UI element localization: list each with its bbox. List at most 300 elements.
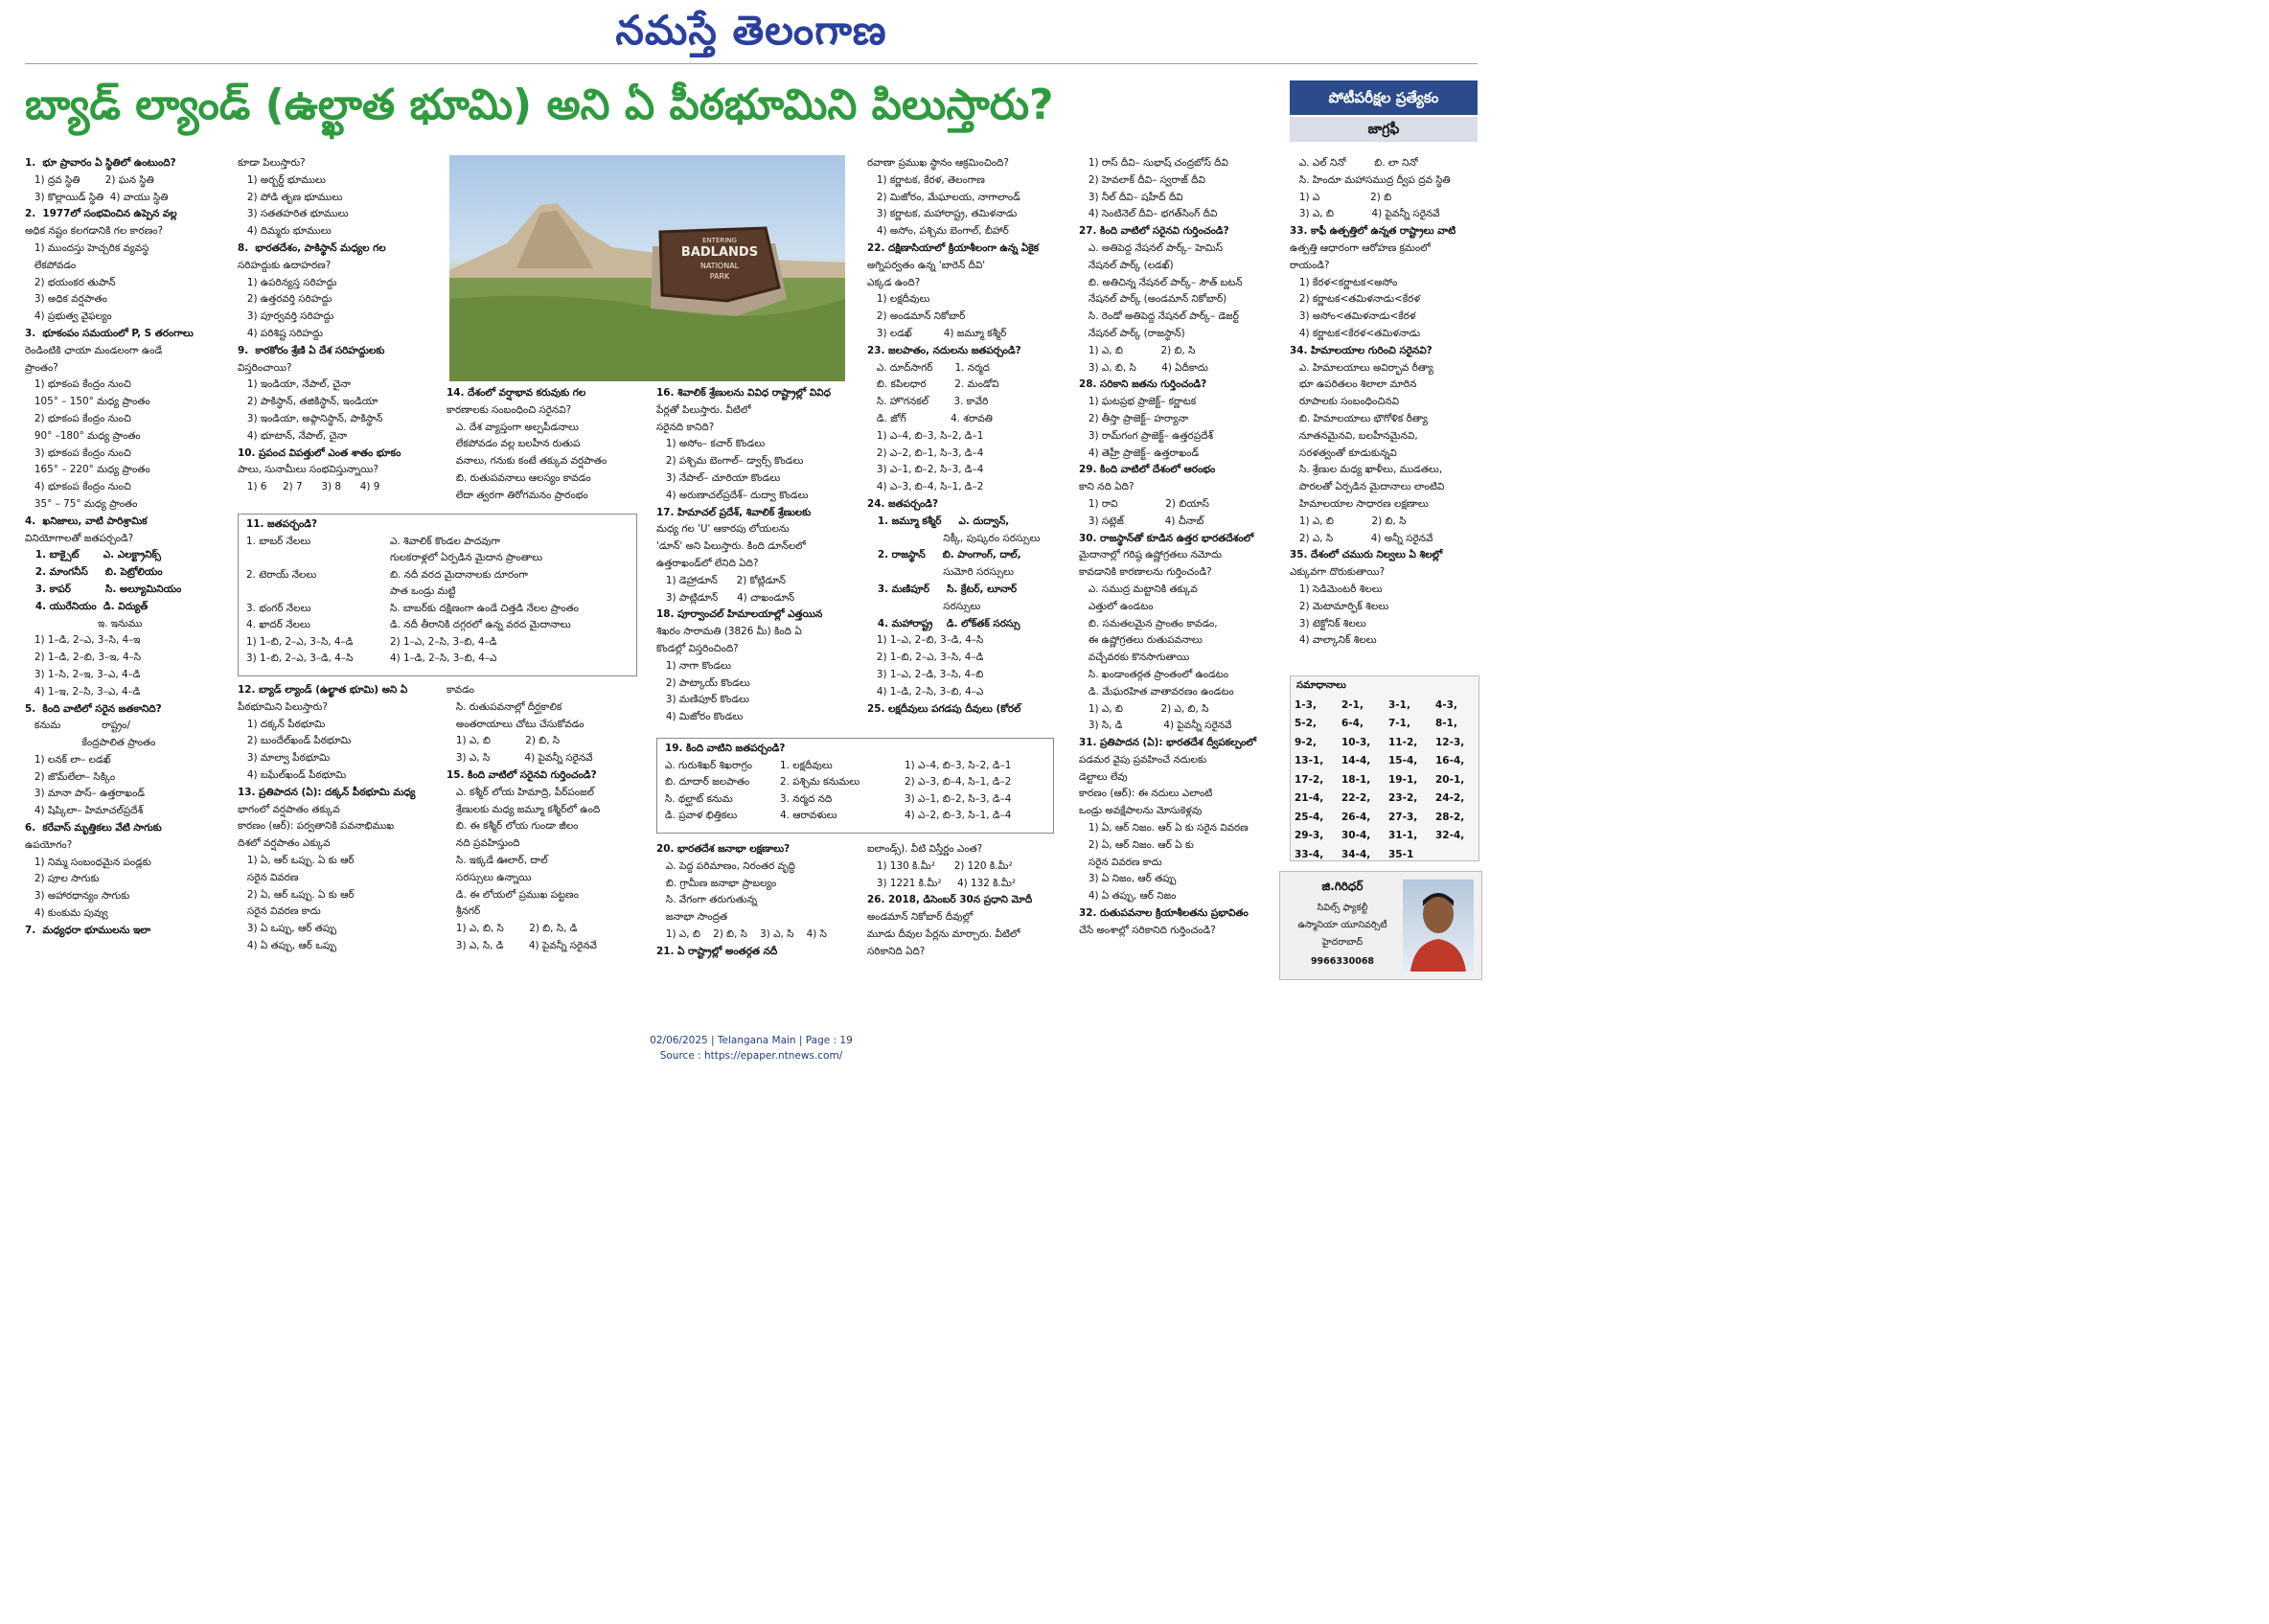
question-line: 29. కింది వాటిలో దేశంలో ఆరంభం bbox=[1079, 464, 1216, 476]
answer-cell: 23-2, bbox=[1388, 792, 1418, 805]
question-text-line: 2) భయంకర తుపాన్ bbox=[25, 276, 116, 288]
question-line: 1. భూ ప్రావారం ఏ స్థితిలో ఉంటుంది? bbox=[25, 157, 176, 169]
question-line: 14. దేశంలో వర్షాభావ కరువుకు గల bbox=[447, 387, 586, 399]
answer-cell: 29-3, bbox=[1295, 830, 1324, 842]
question-text-line: 1) అసోం– కచార్ కొండలు bbox=[656, 438, 766, 450]
box-cell: 1) 1–బి, 2–ఎ, 3–సి, 4–డి bbox=[246, 635, 354, 648]
question-text-line: 4) షిప్కిలా– హిమాచల్‌ప్రదేశ్ bbox=[25, 805, 144, 817]
question-text-line: 1) ఎ, బి 2) బి, సి 3) ఎ, సి 4) సి bbox=[656, 927, 827, 940]
answer-cell: 18-1, bbox=[1341, 773, 1371, 786]
question-text-line: సరిహద్దుకు ఉదాహరణ? bbox=[238, 259, 332, 271]
question-text-line: 1) ఎ 2) బి bbox=[1290, 191, 1392, 203]
question-line: 31. ప్రతిపాదన (ఏ): భారతదేశ ద్వీపకల్పంలో bbox=[1079, 737, 1257, 749]
question-text-line: వనాలు, గనుకు కంటే తక్కువ వర్షపాతం bbox=[447, 455, 607, 468]
question-text-line: 3) సతతహరిత భూములు bbox=[238, 208, 349, 220]
author-line-3: హైదరాబాద్ bbox=[1321, 937, 1364, 948]
box-row bbox=[246, 651, 629, 668]
question-text-line: 3) నీల్ దీవి– షహీద్ దీవి bbox=[1079, 191, 1183, 203]
answer-cell: 7-1, bbox=[1388, 718, 1410, 730]
question-text-line: 2) పశ్చిమ బెంగాల్– డ్వార్స్ కొండలు bbox=[656, 455, 804, 468]
question-text-line: 4) సెంటినెల్ దీవి– భగత్‌సింగ్ దీవి bbox=[1079, 208, 1218, 220]
question-text-line: డి. మేఘరహిత వాతావరణం ఉండటం bbox=[1079, 685, 1234, 698]
footer bbox=[0, 1033, 1502, 1064]
box-row bbox=[665, 808, 1045, 825]
box-row bbox=[246, 534, 629, 551]
question-line: 9. కారకోరం శ్రేణి ఏ దేశ సరిహద్దులకు bbox=[238, 344, 385, 356]
answers-row bbox=[1291, 827, 1478, 846]
question-text-line: సి. ఖండాంతర్గత ప్రాంతంలో ఉండటం bbox=[1079, 668, 1229, 680]
question-text-line: కావడం bbox=[447, 684, 474, 696]
answer-cell: 35-1 bbox=[1388, 848, 1414, 860]
question-text-line: కారణం (ఆర్): పర్వతానికి పవనాభిముఖ bbox=[238, 820, 395, 833]
author-name: జి.గిరిధర్ bbox=[1321, 880, 1364, 893]
answer-cell: 5-2, bbox=[1295, 718, 1317, 730]
question-text-line: రాయండి? bbox=[1290, 259, 1330, 271]
question-text-line: 3) పాట్లిడూన్ 4) చాఖండూన్ bbox=[656, 591, 795, 604]
question-line: 26. 2018, డిసెంబర్ 30న ప్రధాని మోదీ bbox=[867, 894, 1033, 906]
question-text-line: నిక్కీ, పుష్కరం సరస్సులు bbox=[867, 532, 1041, 544]
question-19-box bbox=[656, 738, 1054, 834]
box-cell: బి. నదీ వరద మైదానాలకు దూరంగా bbox=[390, 568, 528, 581]
question-text-line: 4) అసోం, పశ్చిమ బెంగాల్, బీహార్ bbox=[867, 225, 1009, 238]
question-text-line: 1) 130 కి.మీ² 2) 120 కి.మీ² bbox=[867, 859, 1013, 872]
question-text-line: 4) మిజోరం కొండలు bbox=[656, 711, 744, 723]
question-text-line: ఎ. ఎల్ నినో బి. లా నినో bbox=[1290, 157, 1418, 169]
answers-row bbox=[1291, 808, 1478, 827]
box-cell: 4) ఎ–2, బి–3, సి–1, డి–4 bbox=[905, 810, 1012, 821]
question-text-line: 165° – 220° మధ్య ప్రాంతం bbox=[25, 464, 150, 476]
question-line: 2. రాజస్థాన్ బి. పాంగాంగ్, దాల్, bbox=[867, 549, 1021, 561]
question-text-line: అంతరాయాలు చోటు చేసుకోవడం bbox=[447, 718, 584, 730]
question-text-line: 4) అరుణాచల్‌ప్రదేశ్– దుద్వా కొండలు bbox=[656, 489, 809, 501]
question-text-line: 2) జొమ్‌లేలా– సిక్కిం bbox=[25, 770, 116, 783]
question-text-line: శ్రీనగర్ bbox=[447, 905, 481, 918]
question-line: 3. మణిపూర్ సి. క్రేటర్, లూనార్ bbox=[867, 583, 1018, 595]
question-text-line: పడమర వైపు ప్రవహించే నదులకు bbox=[1079, 753, 1207, 766]
question-text-line: 2) బుందేల్‌ఖండ్ పీఠభూమి bbox=[238, 735, 352, 747]
question-text-line: 2) మిజోరం, మేఘాలయ, నాగాలాండ్ bbox=[867, 191, 1020, 203]
box-cell: సి. థల్ఘాట్ కనుమ bbox=[665, 792, 733, 805]
sign-line-2: BADLANDS bbox=[680, 245, 759, 260]
question-text-line: శ్రేణులకు మధ్య జమ్మూ కశ్మీర్‌లో ఉంది bbox=[447, 803, 601, 815]
question-line: 22. దక్షిణాసియాలో క్రియాశీలంగా ఉన్న ఏకైక bbox=[867, 241, 1040, 254]
box-cell: 2) ఎ–3, బి–4, సి–1, డి–2 bbox=[905, 776, 1012, 788]
question-text-line: డెల్టాలు లేవు bbox=[1079, 770, 1128, 783]
question-text-line: 3) ఎ–1, బి–2, సి–3, డి–4 bbox=[867, 464, 984, 476]
answer-cell: 13-1, bbox=[1295, 755, 1324, 767]
box-row bbox=[246, 583, 629, 601]
box-title: 11. జతపర్చండి? bbox=[246, 518, 317, 530]
question-text-line: 2) మెటామార్ఫిక్ శిలలు bbox=[1290, 600, 1389, 612]
column-2-lower bbox=[238, 682, 441, 970]
question-text-line: 3) అసోం<తమిళనాడు<కేరళ bbox=[1290, 310, 1416, 323]
question-text-line: 1) ఘటప్రభ ప్రాజెక్ట్– కర్ణాటక bbox=[1079, 396, 1197, 408]
column-3 bbox=[447, 385, 650, 510]
box-cell: 4) 1–డి, 2–సి, 3–బి, 4–ఎ bbox=[390, 652, 497, 664]
question-text-line: సి. రుతుపవనాల్లో దీర్ఘకాలిక bbox=[447, 700, 562, 713]
question-text-line: వినియోగాలతో జతపర్చండి? bbox=[25, 532, 134, 544]
question-text-line: వచ్చేవరకు కొనసాగుతాయి bbox=[1079, 652, 1190, 664]
question-text-line: 3) ఎ, బి, సి 4) ఏదీకాదు bbox=[1079, 361, 1208, 374]
answer-cell: 14-4, bbox=[1341, 755, 1371, 767]
question-text-line: ఎక్కడ ఉంది? bbox=[867, 276, 921, 288]
question-text-line: 3) కొల్లాయిడ్ స్థితి 4) వాయు స్థితి bbox=[25, 191, 169, 203]
question-text-line: ఇ. ఇనుము bbox=[25, 617, 143, 629]
question-line: 1. జమ్మూ కశ్మీర్ ఎ. దుద్వాన్, bbox=[867, 515, 1010, 527]
answer-cell: 9-2, bbox=[1295, 736, 1317, 748]
answer-cell: 27-3, bbox=[1388, 811, 1418, 823]
question-text-line: 2) 1–డి, 2–బి, 3–ఇ, 4–సి bbox=[25, 652, 142, 664]
answers-row bbox=[1291, 696, 1478, 715]
question-text-line: లేదా త్వరగా తిరోగమనం ప్రారంభం bbox=[447, 489, 588, 501]
question-line: 17. హిమాచల్ ప్రదేశ్, శివాలిక్ శ్రేణులకు bbox=[656, 506, 812, 518]
question-text-line: అగ్నిపర్వతం ఉన్న 'బారెన్ దీవి' bbox=[867, 259, 986, 271]
question-text-line: 1) అర్బర్డ్ భూములు bbox=[238, 173, 326, 186]
question-text-line: 1) కర్ణాటక, కేరళ, తెలంగాణ bbox=[867, 173, 985, 186]
question-text-line: విస్తరించాయి? bbox=[238, 361, 292, 374]
answer-cell: 15-4, bbox=[1388, 755, 1418, 767]
question-line: 28. సరికాని జతను గుర్తించండి? bbox=[1079, 378, 1207, 391]
question-text-line: 3) సి, డి 4) పైవన్నీ సరైనవే bbox=[1079, 720, 1232, 732]
question-text-line: సరైన వివరణ bbox=[238, 871, 299, 883]
question-text-line: 1) ముందస్తు హెచ్చరిక వ్యవస్థ bbox=[25, 241, 149, 254]
question-text-line: 90° –180° మధ్య ప్రాంతం bbox=[25, 429, 141, 442]
question-line: 4. ఖనిజాలు, వాటి పారిశ్రామిక bbox=[25, 515, 148, 527]
question-line: 5. కింది వాటిలో సరైన జతకానిది? bbox=[25, 702, 162, 715]
question-text-line: 1) 1–ఎ, 2–బి, 3–డి, 4–సి bbox=[867, 634, 984, 647]
box-row bbox=[665, 791, 1045, 809]
question-text-line: నేషనల్ పార్క్ (లడఖ్) bbox=[1079, 259, 1174, 271]
question-text-line: 3) ఏ నిజం, ఆర్ తప్పు bbox=[1079, 873, 1177, 885]
question-line: 33. కాఫీ ఉత్పత్తిలో ఉన్నత రాష్ట్రాలు వాటి bbox=[1290, 225, 1456, 238]
question-text-line: 4) ఎ–3, బి–4, సి–1, డి–2 bbox=[867, 481, 984, 493]
question-text-line: 3) మానా పాస్– ఉత్తరాఖండ్ bbox=[25, 788, 146, 800]
answer-cell: 1-3, bbox=[1295, 698, 1317, 711]
answer-cell: 16-4, bbox=[1435, 755, 1465, 767]
question-text-line: జనాభా సాంద్రత bbox=[656, 911, 728, 924]
question-text-line: అండమాన్ నికోబార్ దీవుల్లో bbox=[867, 911, 974, 924]
question-text-line: 3) ఎ, సి 4) పైవన్నీ సరైనవే bbox=[447, 752, 593, 765]
question-text-line: 2) ఎ, సి 4) అన్నీ సరైనవే bbox=[1290, 532, 1433, 544]
question-text-line: కేంద్రపాలిత ప్రాంతం bbox=[25, 737, 156, 749]
answer-cell: 28-2, bbox=[1435, 811, 1465, 823]
question-text-line: ఎ. హిమాలయాలు అవిర్భావ రీత్యా bbox=[1290, 361, 1433, 374]
box-cell: 3. భంగర్ నేలలు bbox=[246, 602, 311, 614]
box-cell: 3) 1–బి, 2–ఎ, 3–డి, 4–సి bbox=[246, 652, 354, 664]
question-text-line: 3) కర్ణాటక, మహారాష్ట్ర, తమిళనాడు bbox=[867, 208, 1018, 220]
question-text-line: 3) ఏ ఒప్పు, ఆర్ తప్పు bbox=[238, 923, 337, 935]
sign-line-1: ENTERING bbox=[702, 237, 737, 244]
question-text-line: సి. రెండో అతిపెద్ద నేషనల్ పార్క్– డెజర్ట్ bbox=[1079, 310, 1239, 323]
box-row bbox=[246, 617, 629, 634]
author-line-2: ఉస్మానియా యూనివర్సిటీ bbox=[1297, 920, 1387, 930]
question-text-line: 4) ప్రభుత్వ వైఫల్యం bbox=[25, 310, 112, 323]
column-4 bbox=[656, 385, 862, 730]
question-text-line: 3) రామ్‌గంగ ప్రాజెక్ట్– ఉత్తరప్రదేశ్ bbox=[1079, 429, 1214, 442]
question-text-line: ఎక్కువగా దొరుకుతాయి? bbox=[1290, 566, 1386, 579]
question-text-line: పొరలతో ఏర్పడిన మైదానాలు లాంటివి bbox=[1290, 481, 1445, 493]
question-text-line: 3) పూర్వవర్తి సరిహద్దు bbox=[238, 310, 334, 323]
question-text-line: 1) ఎ, బి 2) బి, సి bbox=[1079, 344, 1196, 356]
question-text-line: ఎ. పెద్ద పరిమాణం, నిరంతర వృద్ధి bbox=[656, 859, 795, 872]
question-line: 13. ప్రతిపాదన (ఏ): దక్కన్ పీఠభూమి మధ్య bbox=[238, 786, 416, 798]
box-cell bbox=[246, 583, 390, 601]
question-line: 24. జతపర్చండి? bbox=[867, 497, 938, 510]
answers-row bbox=[1291, 845, 1478, 864]
question-line: 25. లక్షదీవులు పగడపు దీవులు (కోరల్ bbox=[867, 702, 1021, 715]
box-cell: డి. ప్రవాళ భిత్తికలు bbox=[665, 810, 738, 821]
question-text-line: బి. రుతుపవనాలు ఆలస్యం కావడం bbox=[447, 471, 591, 484]
question-line: 15. కింది వాటిలో సరైనవి గుర్తించండి? bbox=[447, 768, 597, 781]
footer-date-line: 02/06/2025 | Telangana Main | Page : 19 bbox=[650, 1035, 853, 1046]
question-text-line: ఎ. దేశ వ్యాప్తంగా అల్పపీడనాలు bbox=[447, 421, 579, 433]
question-text-line: సి. హిందూ మహాసముద్ర ద్వీప ద్రవ స్థితి bbox=[1290, 173, 1451, 186]
question-text-line: లేకపోవడం వల్ల బలహీన రుతుప bbox=[447, 438, 581, 450]
section-tag-special: పోటీపరీక్షల ప్రత్యేకం bbox=[1290, 80, 1478, 115]
answers-row bbox=[1291, 770, 1478, 789]
question-line: 1. బాక్సైట్ ఎ. ఎలక్ట్రానిక్స్ bbox=[25, 549, 162, 561]
question-text-line: ఎ. కశ్మీర్ లోయ హిమాద్రి, పీర్‌పంజల్ bbox=[447, 786, 595, 798]
question-text-line: 1) లనక్ లా– లడఖ్ bbox=[25, 753, 111, 766]
question-text-line: 3) 1221 కి.మీ² 4) 132 కి.మీ² bbox=[867, 877, 1017, 889]
question-text-line: రూపాలకు సంబంధించినవి bbox=[1290, 396, 1399, 408]
answer-cell: 31-1, bbox=[1388, 830, 1418, 842]
badlands-illustration bbox=[449, 155, 845, 381]
question-text-line: 3) మాల్వా పీఠభూమి bbox=[238, 752, 331, 765]
question-text-line: సి. ఇక్కడే ఊలార్, దాల్ bbox=[447, 854, 548, 866]
question-text-line: 3) అధిక వర్షపాతం bbox=[25, 293, 107, 306]
question-text-line: భాగంలో వర్షపాతం తక్కువ bbox=[238, 803, 340, 815]
author-phone: 9966330068 bbox=[1310, 956, 1375, 967]
question-text-line: సరస్సులు bbox=[867, 600, 981, 612]
box-cell: 1. లక్షదీవులు bbox=[780, 759, 833, 771]
question-text-line: 3) నేపాల్– చూరియా కొండలు bbox=[656, 471, 781, 484]
question-line: 7. మధ్యధరా భూములను ఇలా bbox=[25, 924, 151, 936]
box-row bbox=[246, 550, 629, 567]
answer-cell: 6-4, bbox=[1341, 718, 1364, 730]
question-line: 10. ప్రపంచ విపత్తులో ఎంత శాతం భూకం bbox=[238, 446, 401, 459]
question-text-line: 2) ఏ, ఆర్ ఒప్పు. ఏ కు ఆర్ bbox=[238, 888, 355, 901]
headline-text: బ్యాడ్ ల్యాండ్ (ఉల్ఖాత భూమి) అని ఏ పీఠభూమిని పిలుస్తారు? bbox=[25, 80, 1054, 129]
question-text-line: 3) ఎ, బి 4) పైవన్నీ సరైనవే bbox=[1290, 208, 1440, 220]
question-text-line: 'డూన్' అని పిలుస్తారు. కింది డూన్‌లలో bbox=[656, 540, 806, 553]
question-line: 34. హిమాలయాల గురించి సరైనవి? bbox=[1290, 344, 1432, 356]
question-text-line: సరళత్వంతో కూడుకున్నవి bbox=[1290, 446, 1397, 459]
answer-cell: 11-2, bbox=[1388, 736, 1418, 748]
column-6 bbox=[1079, 155, 1282, 970]
question-text-line: బి. సమతలమైన ప్రాంతం కావడం, bbox=[1079, 617, 1218, 629]
question-text-line: లేకపోవడం bbox=[25, 259, 77, 271]
question-text-line: 105° – 150° మధ్య ప్రాంతం bbox=[25, 396, 150, 408]
answers-row bbox=[1291, 752, 1478, 771]
column-4-lower bbox=[656, 841, 862, 966]
answer-cell: 22-2, bbox=[1341, 792, 1371, 805]
question-text-line: అధిక నష్టం కలగడానికి గల కారణం? bbox=[25, 225, 164, 238]
question-text-line: 1) ఇండియా, నేపాల్, చైనా bbox=[238, 378, 351, 391]
question-text-line: ఉపయోగం? bbox=[25, 838, 73, 851]
question-line: 32. రుతుపవనాల క్రియాశీలతను ప్రభావితం bbox=[1079, 907, 1249, 920]
question-text-line: ఉత్తరాఖండ్‌లో లేనిది ఏది? bbox=[656, 557, 759, 569]
question-11-box bbox=[238, 514, 637, 676]
answer-cell: 20-1, bbox=[1435, 773, 1465, 786]
question-text-line: బి. ఈ కశ్మీర్ లోయ గుండా జీలం bbox=[447, 820, 579, 833]
question-text-line: 2) ఏ, ఆర్ నిజం. ఆర్ ఏ కు bbox=[1079, 838, 1194, 851]
column-5 bbox=[867, 155, 1076, 742]
question-text-line: 1) ఏ, ఆర్ ఒప్పు. ఏ కు ఆర్ bbox=[238, 854, 355, 866]
column-5-lower bbox=[867, 841, 1076, 966]
answer-cell: 2-1, bbox=[1341, 698, 1364, 711]
answer-cell: 12-3, bbox=[1435, 736, 1465, 748]
answers-box bbox=[1290, 675, 1479, 861]
question-text-line: 4) భూకంప కేంద్రం నుంచి bbox=[25, 481, 131, 493]
box-cell: 1. బాబర్ నేలలు bbox=[246, 535, 311, 547]
question-text-line: చేసే అంశాల్లో సరికానిది గుర్తించండి? bbox=[1079, 924, 1216, 936]
box-cell: సి. బాబర్‌కు దక్షిణంగా ఉండే చిత్తడి నేలల ప్రాంతం bbox=[390, 602, 579, 614]
box-cell: డి. నదీ తీరానికి దగ్గరలో ఉన్న వరద మైదానాలు bbox=[390, 619, 571, 630]
question-text-line: నది ప్రవహిస్తుంది bbox=[447, 837, 520, 850]
question-text-line: సరైనది కానిది? bbox=[656, 421, 715, 433]
question-line: 18. పూర్వాంచల్ హిమాలయాల్లో ఎత్తయిన bbox=[656, 608, 823, 621]
question-text-line: కాని నది ఏది? bbox=[1079, 481, 1134, 493]
question-text-line: పీఠభూమిని పిలుస్తారు? bbox=[238, 700, 328, 713]
answer-cell: 25-4, bbox=[1295, 811, 1324, 823]
question-text-line: సరైన వివరణ కాదు bbox=[1079, 856, 1162, 868]
question-text-line: మైదానాల్లో గరిష్ఠ ఉష్ణోగ్రతలు నమోదు bbox=[1079, 549, 1223, 561]
question-text-line: 1) ఎ–4, బి–3, సి–2, డి–1 bbox=[867, 429, 984, 442]
question-text-line: బి. హిమాలయాలు భౌగోళిక రీత్యా bbox=[1290, 412, 1428, 424]
question-line: 4. యురేనియం డి. విద్యుత్ bbox=[25, 600, 149, 612]
question-text-line: 3) ఇండియా, అఫ్గానిస్థాన్, పాకిస్థాన్ bbox=[238, 412, 383, 424]
question-text-line: దిశలో వర్షపాతం ఎక్కువ bbox=[238, 837, 331, 850]
question-text-line: సి. హొగనకల్ 3. కావేరి bbox=[867, 396, 989, 408]
question-text-line: పాలు, సునామీలు సంభవిస్తున్నాయి? bbox=[238, 464, 379, 476]
question-text-line: డి. జోగ్ 4. శరావతి bbox=[867, 412, 993, 424]
question-text-line: మధ్య గల 'U' ఆకారపు లోయలను bbox=[656, 523, 790, 536]
box-cell: 3. నర్మద నది bbox=[780, 792, 833, 805]
question-text-line: సి. వేగంగా తరుగుతున్న bbox=[656, 894, 757, 906]
badlands-photo bbox=[449, 155, 845, 381]
answer-cell: 33-4, bbox=[1295, 848, 1324, 860]
answer-cell: 34-4, bbox=[1341, 848, 1371, 860]
box-cell: బి. దూదార్ జలపాతం bbox=[665, 776, 750, 788]
question-text-line: 4) ఏ తప్పు, ఆర్ నిజం bbox=[1079, 890, 1177, 903]
question-text-line: 1) ఎ, బి 2) ఎ, బి, సి bbox=[1079, 702, 1209, 715]
question-text-line: హిమాలయాల సాధారణ లక్షణాలు bbox=[1290, 497, 1429, 510]
question-text-line: ప్రాంతం? bbox=[25, 361, 58, 374]
question-text-line: 2) పాకిస్థాన్, తజికిస్థాన్, ఇండియా bbox=[238, 396, 378, 408]
question-text-line: కారణాలకు సంబంధించి సరైనవి? bbox=[447, 403, 572, 416]
box-cell: గులకరాళ్లలో ఏర్పడిన మైదాన ప్రాంతాలు bbox=[390, 552, 543, 563]
question-text-line: 3) భూకంప కేంద్రం నుంచి bbox=[25, 446, 131, 459]
sign-line-3: NATIONAL bbox=[699, 262, 740, 270]
question-text-line: 3) 1–ఎ, 2–డి, 3–సి, 4–బి bbox=[867, 668, 984, 680]
question-text-line: 2) ఉత్తరవర్తి సరిహద్దు bbox=[238, 293, 332, 306]
box-cell bbox=[246, 550, 390, 567]
question-text-line: నేషనల్ పార్క్ (రాజస్థాన్) bbox=[1079, 327, 1185, 339]
answers-row bbox=[1291, 715, 1478, 734]
question-text-line: 4) దిమ్మరు భూములు bbox=[238, 225, 332, 238]
question-text-line: బి. గ్రామీణ జనాభా ప్రాబల్యం bbox=[656, 877, 777, 889]
question-text-line: నూతనమైనవి, బలహీనమైనవి, bbox=[1290, 429, 1418, 442]
box-row bbox=[246, 634, 629, 652]
column-3-lower bbox=[447, 682, 650, 970]
question-text-line: కారణం (ఆర్): ఈ నదులు ఎలాంటి bbox=[1079, 788, 1213, 800]
answer-cell: 10-3, bbox=[1341, 736, 1371, 748]
box-cell: 2. టెరాయ్ నేలలు bbox=[246, 568, 317, 581]
answer-cell: 21-4, bbox=[1295, 792, 1324, 805]
section-tag-subject: జాగ్రఫీ bbox=[1290, 117, 1478, 142]
question-text-line: కనుమ రాష్ట్రం/ bbox=[25, 720, 130, 732]
box-row bbox=[665, 758, 1045, 775]
answers-table bbox=[1291, 696, 1478, 864]
question-text-line: 1) ఎ, బి 2) బి, సి bbox=[1290, 515, 1407, 527]
question-text-line: 1) సెడిమెంటరీ శిలలు bbox=[1290, 583, 1383, 595]
question-text-line: 2) 1–బి, 2–ఎ, 3–సి, 4–డి bbox=[867, 652, 984, 664]
question-text-line: 3) ఎ, సి, డి 4) పైవన్నీ సరైనవే bbox=[447, 939, 597, 951]
question-text-line: ఐలాండ్స్). వీటి విస్తీర్ణం ఎంత? bbox=[867, 843, 983, 855]
box-cell: 3) ఎ–1, బి–2, సి–3, డి–4 bbox=[905, 792, 1012, 805]
question-line: 4. మహారాష్ట్ర డి. లోక్‌తక్ సరస్సు bbox=[867, 617, 1020, 629]
author-line-1: సివిల్స్ ఫ్యాకల్టీ bbox=[1317, 903, 1368, 913]
question-text-line: 2) పాట్కాయ్ కొండలు bbox=[656, 676, 750, 689]
question-text-line: రెండింటికి ఛాయా మండలంగా ఉండే bbox=[25, 344, 163, 356]
question-text-line: 1) ఏ, ఆర్ నిజం. ఆర్ ఏ కు సరైన వివరణ bbox=[1079, 822, 1249, 835]
question-text-line: కావడానికి కారణాలను గుర్తించండి? bbox=[1079, 566, 1212, 579]
question-text-line: 3) లడఖ్ 4) జమ్మూ కశ్మీర్ bbox=[867, 327, 1007, 339]
question-text-line: రవాణా ప్రముఖ స్థానం ఆక్రమించింది? bbox=[867, 157, 1009, 169]
question-text-line: 2) తీస్తా ప్రాజెక్ట్– హర్యానా bbox=[1079, 412, 1189, 424]
question-text-line: 1) 6 2) 7 3) 8 4) 9 bbox=[238, 481, 380, 493]
answer-cell: 32-4, bbox=[1435, 830, 1465, 842]
box-cell: 2. పశ్చిమ కనుమలు bbox=[780, 776, 860, 788]
question-text-line: భూ ఉపరితలం శిలాలా మారిన bbox=[1290, 378, 1417, 391]
box-cell: 4. ఆరావళులు bbox=[780, 810, 837, 821]
answer-cell: 24-2, bbox=[1435, 792, 1465, 805]
answer-cell: 4-3, bbox=[1435, 698, 1457, 711]
answer-cell: 8-1, bbox=[1435, 718, 1457, 730]
box-cell: 2) 1–ఎ, 2–సి, 3–బి, 4–డి bbox=[390, 635, 497, 648]
headline bbox=[25, 75, 1275, 136]
box-cell: ఎ. గురుశిఖర్ శిఖరాగ్రం bbox=[665, 759, 753, 771]
question-text-line: పేర్లతో పిలుస్తారు. వీటిలో bbox=[656, 403, 751, 416]
question-line: 20. భారతదేశ జనాభా లక్షణాలు? bbox=[656, 843, 791, 855]
author-box bbox=[1279, 871, 1482, 980]
question-line: 16. శివాలిక్ శ్రేణులను వివిధ రాష్ట్రాల్లో వివిధ bbox=[656, 387, 831, 399]
question-line: 8. భారతదేశం, పాకిస్థాన్ మధ్యల గల bbox=[238, 241, 386, 254]
question-text-line: 1) నాగా కొండలు bbox=[656, 659, 732, 672]
answer-cell bbox=[1432, 845, 1478, 864]
question-text-line: 3) అహారధాన్యం సాగుకు bbox=[25, 890, 130, 903]
box-title: 19. కింది వాటిని జతపర్చండి? bbox=[665, 743, 786, 754]
question-text-line: 35° – 75° మధ్య ప్రాంతం bbox=[25, 497, 138, 510]
question-line: 27. కింది వాటిలో సరైనవి గుర్తించండి? bbox=[1079, 225, 1229, 238]
question-text-line: ఎ. అతిపెద్ద నేషనల్ పార్క్– హెమిస్ bbox=[1079, 241, 1223, 254]
answers-title: సమాధానాలు bbox=[1296, 680, 1346, 691]
question-text-line: మూడు దీవుల పేర్లను మార్చారు. వీటిలో bbox=[867, 927, 1020, 940]
column-2 bbox=[238, 155, 441, 510]
question-text-line: కొండల్లో విస్తరించింది? bbox=[656, 642, 739, 654]
author-portrait bbox=[1403, 880, 1474, 972]
question-text-line: 3) సట్లెజ్ 4) చీనాబ్ bbox=[1079, 515, 1204, 527]
box-row bbox=[246, 567, 629, 584]
question-text-line: 1) రావి 2) బియాస్ bbox=[1079, 497, 1209, 510]
question-text-line: 2) ఎ–2, బి–1, సి–3, డి–4 bbox=[867, 446, 984, 459]
question-text-line: 1) ఎ, బి, సి 2) బి, సి, డి bbox=[447, 923, 578, 935]
question-text-line: సరస్సులు ఉన్నాయి bbox=[447, 871, 532, 883]
answer-cell: 19-1, bbox=[1388, 773, 1418, 786]
question-text-line: 4) పరిశిష్ట సరిహద్దు bbox=[238, 327, 323, 339]
question-text-line: 4) తెహ్రీ ప్రాజెక్ట్– ఉత్తరాఖండ్ bbox=[1079, 446, 1200, 459]
